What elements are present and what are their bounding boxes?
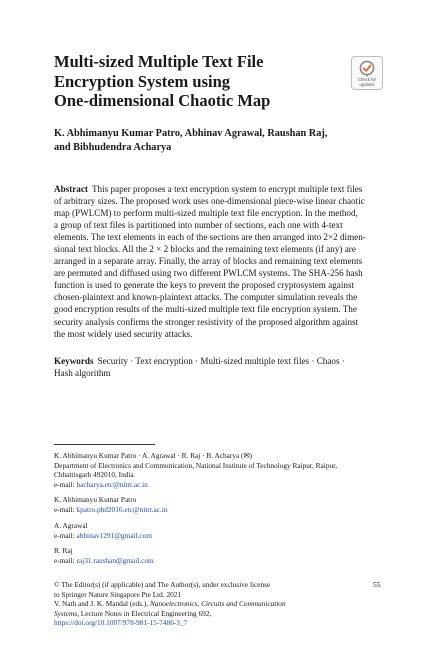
abstract-line: are permuted and diffused using two different PWLCM systems. The SHA-256 hash [54,268,363,279]
title-line: Encryption System using [54,71,231,91]
contact-name: K. Abhimanyu Kumar Patro [54,495,137,504]
contact-block [54,546,394,565]
abstract-line: elements. The text elements in each of the sections are then arranged into 2×2 dimen- [54,232,366,243]
doi-link[interactable]: https://doi.org/10.1007/978-981-15-7486-3_7 [54,618,188,628]
email-link[interactable]: raj31.raushan@gmail.com [76,555,154,565]
abstract-line: good encryption results of the multi-sized multiple text file encryption system. The [54,304,357,315]
keywords-text: Security · Text encryption · Multi-sized multiple text files · Chaos · [97,356,345,366]
abstract-line [54,183,384,195]
keywords-label: Keywords [54,356,94,366]
citation-editors: V. Nath and J. K. Mandal (eds.), [54,599,150,609]
email-label: e-mail: [54,555,75,565]
badge-text-line: Check for [358,77,376,82]
affiliation-authors: K. Abhimanyu Kumar Patro · A. Agrawal · R. Raj · B. Acharya (✉) [54,451,253,460]
abstract-line: sional text blocks. All the 2 × 2 blocks and the remaining text elements (if any) are [54,244,356,255]
series-info: , Lecture Notes in Electrical Engineering 692, [77,608,212,618]
affiliation-block [54,451,394,489]
email-link[interactable]: abhinav1291@gmail.com [76,530,152,540]
abstract-text: This paper proposes a text encryption system to encrypt multiple text files [91,184,363,194]
email-link[interactable]: kpatro.phd2016.etc@nitrr.ac.in [76,504,168,514]
abstract-label: Abstract [54,184,88,194]
page-number: 55 [373,580,381,589]
email-link[interactable]: bacharya.etc@nitrr.ac.in [76,479,148,489]
copyright-line: © The Editor(s) (if applicable) and The Author(s), under exclusive license [54,580,271,589]
email-label: e-mail: [54,530,75,540]
keywords [54,355,384,379]
contact-name: R. Raj [54,546,73,555]
title-line: One-dimensional Chaotic Map [54,91,271,110]
affiliation-department: Chhattisgarh 492010, India [54,470,134,480]
author-line: and Bibhudendra Acharya [54,142,172,153]
contact-email-line [54,531,394,541]
copyright-line: to Springer Nature Singapore Pte Ltd. 2021 [54,589,182,599]
citation-line [54,609,394,619]
abstract-line: chosen-plaintext and known-plaintext attacks. The computer simulation reveals the [54,292,358,303]
author-list [54,127,384,155]
book-title: Nanoelectronics, Circuits and Communication [149,599,286,609]
affiliation-email-line [54,480,394,490]
keywords-line: Hash algorithm [54,368,111,379]
title-line: Multi-sized Multiple Text File [54,52,264,71]
contact-block [54,521,394,540]
abstract-line: function is used to generate the keys to prevent the proposed cryptosystem against [54,280,355,291]
abstract-line: a group of text files is partitioned into number of sections, each one with 4-text [54,220,343,231]
contact-email-line [54,505,394,515]
abstract-line: of arbitrary sizes. The proposed work uses one-dimensional piece-wise linear chaotic [54,196,365,207]
abstract-line: arranged in a separate array. Finally, the array of blocks and remaining text elements [54,256,363,267]
contact-block [54,495,394,514]
contact-name: A. Agrawal [54,521,88,530]
check-for-updates-badge[interactable] [351,56,383,90]
affiliation-department: Department of Electronics and Communication, National Institute of Technology Raipur, Raipur, [54,460,338,470]
contact-email-line [54,556,394,566]
badge-text-line: updates [359,81,375,87]
footnote-divider [54,444,155,445]
abstract-line: map (PWLCM) to perform multi-sized multiple text file encryption. In the method, [54,208,358,219]
paper-title [54,52,334,111]
abstract [54,183,384,340]
email-label: e-mail: [54,504,75,514]
email-label: e-mail: [54,479,75,489]
badge-text [352,78,382,87]
copyright-block [54,580,394,628]
check-for-updates-icon [359,60,375,77]
keywords-line [54,355,384,367]
author-line: K. Abhimanyu Kumar Patro, Abhinav Agrawal, Raushan Raj, [54,128,328,139]
book-title: Systems [54,608,78,618]
abstract-line: security analysis confirms the stronger resistivity of the proposed algorithm against [54,316,359,327]
abstract-line: the most widely used security attacks. [54,328,193,339]
citation-line [54,599,394,609]
